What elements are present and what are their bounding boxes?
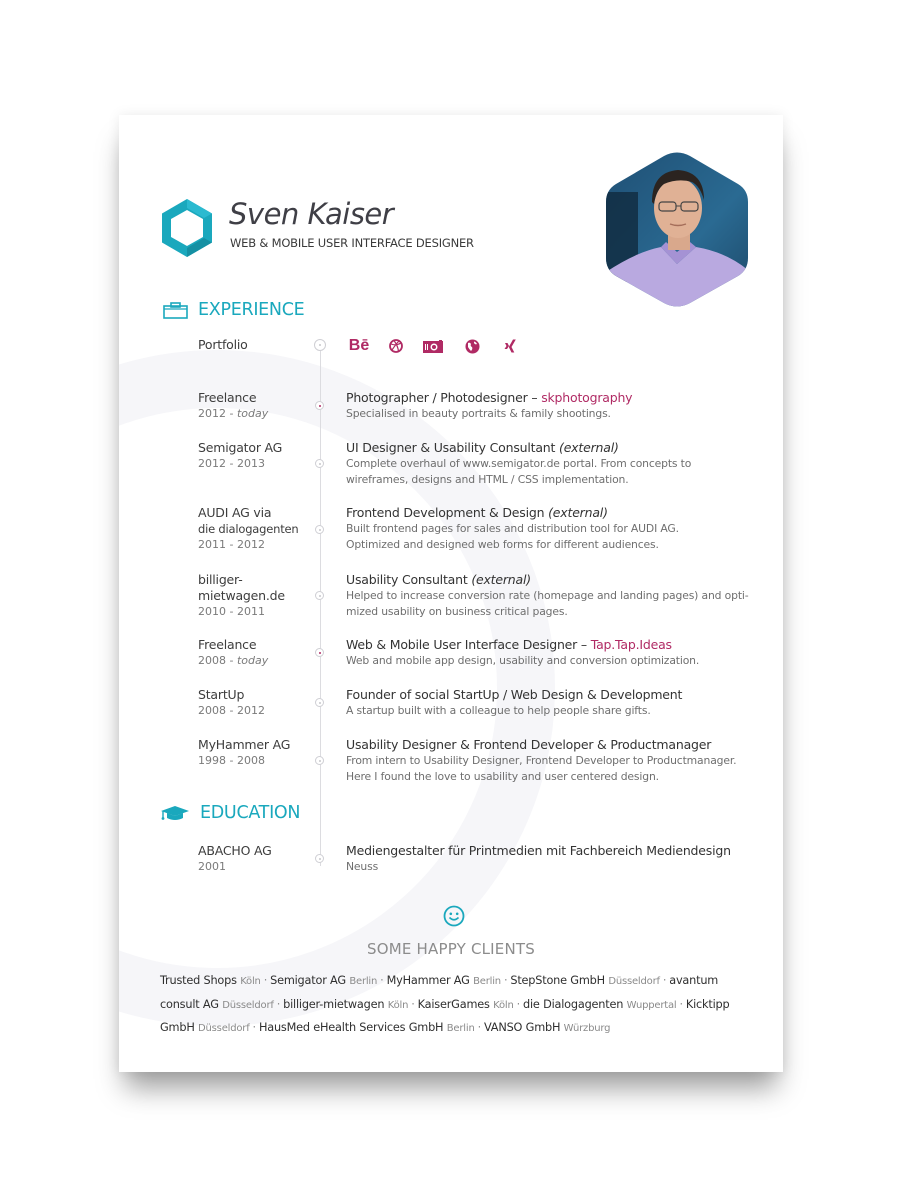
role-title: Usability Designer & Frontend Developer & Productmanager <box>346 737 712 752</box>
client-name: avantum consult AG <box>160 974 719 1011</box>
client-name: KaiserGames <box>417 997 490 1011</box>
job-title: WEB & MOBILE USER INTERFACE DESIGNER <box>230 236 474 250</box>
timeline-dot <box>315 459 324 468</box>
role-description: Specialised in beauty portraits & family shootings. <box>346 407 611 420</box>
smiley-icon <box>443 905 465 927</box>
client-name: Trusted Shops <box>160 974 237 987</box>
role-description: Optimized and designed web forms for different audiences. <box>346 538 659 551</box>
company-name-line2: die dialogagenten <box>198 522 299 536</box>
client-name: billiger-mietwagen <box>283 997 385 1011</box>
role-description: Complete overhaul of www.semigator.de portal. From concepts to wireframes, designs and HTML / CSS implementation. <box>346 457 692 486</box>
behance-icon[interactable]: Bē <box>348 337 370 354</box>
role-description: Here I found the love to usability and user centered design. <box>346 770 659 783</box>
client-city: Würzburg <box>563 1023 611 1034</box>
role-description: From intern to Usability Designer, Frontend Developer to Productmanager. <box>346 754 737 767</box>
client-name: Semigator AG <box>270 974 346 987</box>
timeline-line <box>320 346 321 866</box>
client-city: Berlin <box>446 1023 475 1034</box>
client-name: MyHammer AG <box>386 974 470 987</box>
company-name: billiger- <box>198 572 243 587</box>
date-range: 2008 - today <box>198 654 269 667</box>
role-title: Web & Mobile User Interface Designer – Tap.Tap.Ideas <box>346 637 672 652</box>
experience-heading <box>163 300 304 320</box>
client-city: Köln <box>493 999 514 1011</box>
experience-heading-label: EXPERIENCE <box>198 300 305 320</box>
clients-heading: SOME HAPPY CLIENTS <box>367 940 535 958</box>
client-city: Berlin <box>473 976 501 987</box>
client-city: Düsseldorf <box>222 999 274 1011</box>
role-description: mized usability on business critical pages. <box>346 605 568 618</box>
portfolio-label: Portfolio <box>198 337 248 352</box>
school-name: ABACHO AG <box>198 843 272 858</box>
xing-icon[interactable] <box>503 339 517 353</box>
date-range: 2010 - 2011 <box>198 605 265 618</box>
date-range: 2008 - 2012 <box>198 704 265 717</box>
profile-photo <box>606 152 748 307</box>
role-description: Helped to increase conversion rate (homepage and landing pages) and opti- <box>346 589 749 602</box>
person-name: Sven Kaiser <box>229 197 394 231</box>
client-city: Düsseldorf <box>198 1023 250 1034</box>
role-title: Usability Consultant (external) <box>346 572 531 587</box>
client-city: Köln <box>387 999 409 1011</box>
client-city: Wuppertal <box>626 999 677 1011</box>
role-title: Photographer / Photodesigner – skphotography <box>346 390 633 405</box>
company-name: MyHammer AG <box>198 737 291 752</box>
education-location: Neuss <box>346 860 379 873</box>
degree-title: Mediengestalter für Printmedien mit Fachbereich Mediendesign <box>346 843 731 858</box>
client-name: Kicktipp GmbH <box>160 997 730 1034</box>
role-description: Web and mobile app design, usability and conversion optimization. <box>346 654 700 667</box>
date-range: 2011 - 2012 <box>198 538 265 551</box>
portfolio-links <box>346 337 517 355</box>
date-range: 2012 - today <box>198 407 269 420</box>
role-title: Frontend Development & Design (external) <box>346 505 608 520</box>
role-description: A startup built with a colleague to help people share gifts. <box>346 704 651 717</box>
education-year: 2001 <box>198 860 226 873</box>
client-city: Düsseldorf <box>608 976 660 987</box>
timeline-dot-active <box>315 401 324 410</box>
client-name: StepStone GmbH <box>510 974 605 987</box>
timeline-dot <box>315 591 324 600</box>
client-city: Berlin <box>349 976 378 987</box>
company-name: Freelance <box>198 637 257 652</box>
timeline-dot <box>315 854 324 863</box>
role-description: Built frontend pages for sales and distribution tool for AUDI AG. <box>346 522 679 535</box>
company-name: AUDI AG via <box>198 505 272 520</box>
timeline-dot <box>315 525 324 534</box>
company-name: Freelance <box>198 390 257 405</box>
timeline-dot <box>315 698 324 707</box>
graduation-cap-icon <box>160 805 190 821</box>
education-heading <box>160 803 300 823</box>
hexagon-logo-icon <box>159 197 215 259</box>
globe-icon[interactable] <box>465 339 480 354</box>
company-name: StartUp <box>198 687 245 702</box>
dribbble-icon[interactable] <box>389 339 403 353</box>
timeline-dot <box>314 339 326 351</box>
camera-icon[interactable] <box>423 340 443 353</box>
company-link[interactable]: Tap.Tap.Ideas <box>590 637 672 652</box>
date-range: 2012 - 2013 <box>198 457 265 470</box>
client-name: HausMed eHealth Services GmbH <box>258 1021 444 1034</box>
briefcase-icon <box>163 302 188 319</box>
company-link[interactable]: skphotography <box>541 390 633 405</box>
company-name-line2: mietwagen.de <box>198 588 285 603</box>
role-title: Founder of social StartUp / Web Design & Development <box>346 687 683 702</box>
education-heading-label: EDUCATION <box>200 803 301 823</box>
timeline-dot-active <box>315 648 324 657</box>
timeline-dot <box>315 756 324 765</box>
company-name: Semigator AG <box>198 440 283 455</box>
client-city: Köln <box>240 976 261 987</box>
role-title: UI Designer & Usability Consultant (external) <box>346 440 619 455</box>
clients-list: Trusted Shops Köln · Semigator AG Berlin · MyHammer AG Berlin · StepStone GmbH Düsseldorf · avantum consult AG Düsseldorf · billiger-mietwagen Köln · KaiserGames Köln · die Dialogagenten Wuppertal · Kicktipp GmbH Düsseldorf · HausMed eHealth Services GmbH Berlin · VANSO GmbH Würzburg <box>160 974 730 1034</box>
resume-page <box>119 115 783 1072</box>
client-name: die Dialogagenten <box>523 997 624 1011</box>
date-range: 1998 - 2008 <box>198 754 265 767</box>
client-name: VANSO GmbH <box>484 1021 561 1034</box>
